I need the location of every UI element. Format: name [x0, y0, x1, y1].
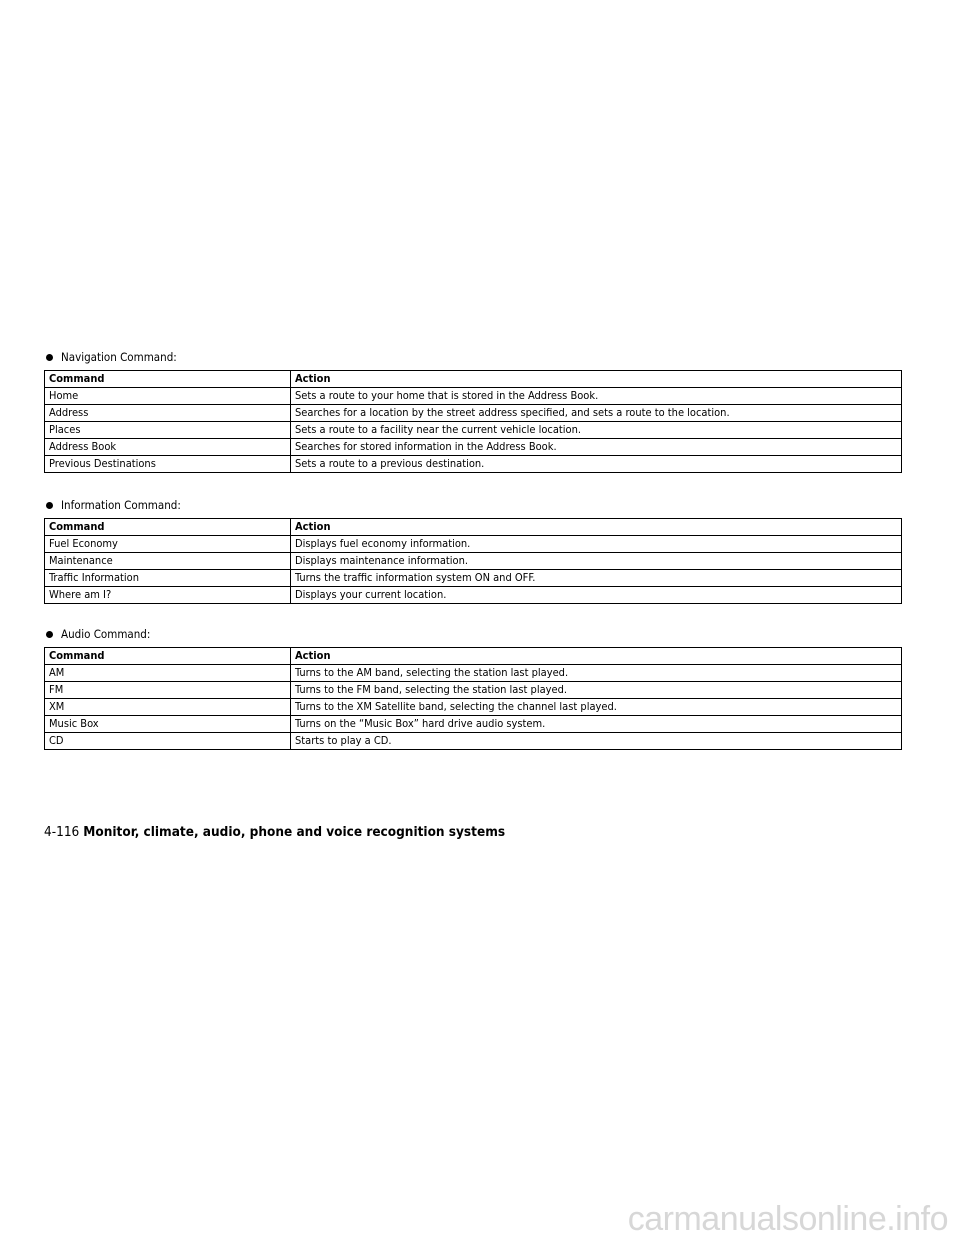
section-heading [46, 625, 902, 643]
action-cell: Sets a route to a previous destination. [291, 456, 902, 473]
table-row [45, 388, 902, 405]
table-row [45, 733, 902, 750]
column-header-command: Command [45, 371, 291, 388]
audio-command-table [44, 647, 902, 750]
table-row [45, 699, 902, 716]
table-row [45, 716, 902, 733]
table-row [45, 536, 902, 553]
table-row [45, 405, 902, 422]
action-cell: Displays fuel economy information. [291, 536, 902, 553]
column-header-command: Command [45, 648, 291, 665]
action-cell: Displays your current location. [291, 587, 902, 604]
column-header-action: Action [291, 519, 902, 536]
bullet-icon [46, 631, 53, 638]
column-header-action: Action [291, 648, 902, 665]
bullet-icon [46, 502, 53, 509]
action-cell: Turns on the “Music Box” hard drive audio system. [291, 716, 902, 733]
table-row [45, 422, 902, 439]
action-cell: Starts to play a CD. [291, 733, 902, 750]
page-footer [44, 824, 505, 840]
action-cell: Displays maintenance information. [291, 553, 902, 570]
command-cell: FM [45, 682, 291, 699]
table-row [45, 439, 902, 456]
command-cell: XM [45, 699, 291, 716]
action-cell: Sets a route to your home that is stored in the Address Book. [291, 388, 902, 405]
action-cell: Turns to the FM band, selecting the station last played. [291, 682, 902, 699]
command-cell: Home [45, 388, 291, 405]
watermark: carmanualsonline.info [627, 1200, 948, 1238]
table-row [45, 665, 902, 682]
navigation-command-section [44, 348, 902, 473]
command-cell: Where am I? [45, 587, 291, 604]
audio-heading-text: Audio Command: [61, 627, 151, 641]
table-header-row [45, 648, 902, 665]
table-row [45, 570, 902, 587]
command-cell: Fuel Economy [45, 536, 291, 553]
chapter-title: Monitor, climate, audio, phone and voice recognition systems [83, 824, 506, 840]
audio-command-section [44, 625, 902, 750]
navigation-heading-text: Navigation Command: [61, 350, 177, 364]
table-row [45, 553, 902, 570]
table-header-row [45, 371, 902, 388]
page-number: 4-116 [44, 824, 80, 840]
command-cell: AM [45, 665, 291, 682]
action-cell: Turns to the XM Satellite band, selecting the channel last played. [291, 699, 902, 716]
section-heading [46, 348, 902, 366]
command-cell: Places [45, 422, 291, 439]
command-cell: Music Box [45, 716, 291, 733]
information-command-table [44, 518, 902, 604]
command-cell: Previous Destinations [45, 456, 291, 473]
action-cell: Searches for a location by the street address specified, and sets a route to the location. [291, 405, 902, 422]
command-cell: Traffic Information [45, 570, 291, 587]
column-header-command: Command [45, 519, 291, 536]
action-cell: Searches for stored information in the Address Book. [291, 439, 902, 456]
action-cell: Turns the traffic information system ON and OFF. [291, 570, 902, 587]
information-command-section [44, 496, 902, 604]
command-cell: CD [45, 733, 291, 750]
action-cell: Sets a route to a facility near the current vehicle location. [291, 422, 902, 439]
table-row [45, 456, 902, 473]
bullet-icon [46, 354, 53, 361]
action-cell: Turns to the AM band, selecting the station last played. [291, 665, 902, 682]
command-cell: Address Book [45, 439, 291, 456]
command-cell: Address [45, 405, 291, 422]
information-heading-text: Information Command: [61, 498, 181, 512]
table-row [45, 587, 902, 604]
column-header-action: Action [291, 371, 902, 388]
command-cell: Maintenance [45, 553, 291, 570]
navigation-command-table [44, 370, 902, 473]
table-header-row [45, 519, 902, 536]
table-row [45, 682, 902, 699]
section-heading [46, 496, 902, 514]
